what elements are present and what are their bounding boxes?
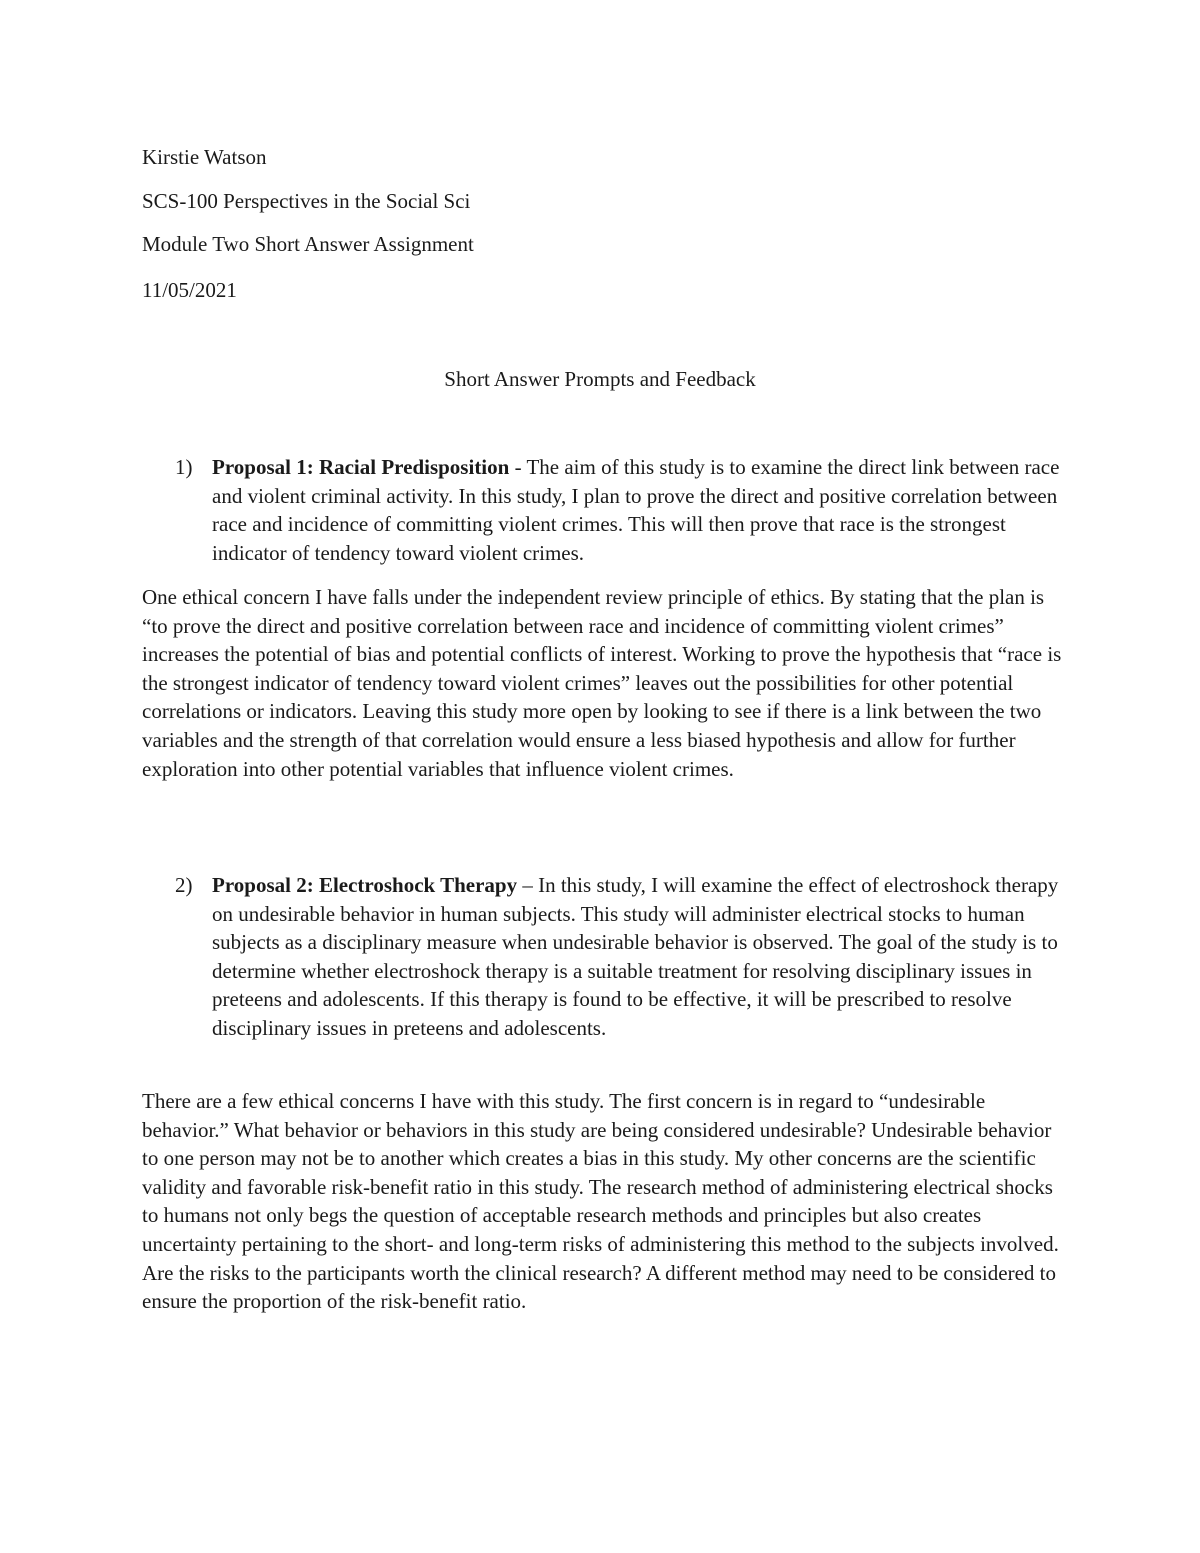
prompt-heading: Proposal 1: Racial Predisposition <box>212 455 510 479</box>
course-name: SCS-100 Perspectives in the Social Sci <box>142 189 471 213</box>
prompt-paragraph <box>212 453 1072 567</box>
response-paragraph <box>142 1087 1072 1316</box>
document-title: Short Answer Prompts and Feedback <box>444 367 756 391</box>
prompt-item <box>175 871 1072 1043</box>
prompt-text: - The aim of this study is to examine the direct link between race and violent criminal activity. In this study, I plan to prove the direct and positive correlation between race and incidence of committing violent crimes. This will then prove that race is the strongest indicator of tendency toward violent crimes. <box>212 455 1060 565</box>
response-text: One ethical concern I have falls under the independent review principle of ethics. By stating that the plan is “to prove the direct and positive correlation between race and incidence of committing violent crimes” increases the potential of bias and potential conflicts of interest. Working to prove the hypothesis that “race is the strongest indicator of tendency toward violent crimes” leaves out the possibilities for other potential correlations or indicators. Leaving this study more open by looking to see if there is a link between the two variables and the strength of that correlation would ensure a less biased hypothesis and allow for further exploration into other potential variables that influence violent crimes. <box>142 585 1062 781</box>
response-paragraph <box>142 583 1072 783</box>
author-name: Kirstie Watson <box>142 145 267 169</box>
prompt-paragraph <box>212 871 1072 1043</box>
prompt-heading: Proposal 2: Electroshock Therapy <box>212 873 518 897</box>
response-text: There are a few ethical concerns I have with this study. The first concern is in regard to “undesirable behavior.” What behavior or behaviors in this study are being considered undesirable? Undesirable behavior to one person may not be to another which creates a bias in this study. My other concerns are the scientific validity and favorable risk-benefit ratio in this study. The research method of administering electrical shocks to humans not only begs the question of acceptable research methods and principles but also creates uncertainty pertaining to the short- and long-term risks of administering this method to the subjects involved. Are the risks to the participants worth the clinical research? A different method may need to be considered to ensure the proportion of the risk-benefit ratio. <box>142 1089 1059 1314</box>
prompt-text: – In this study, I will examine the effect of electroshock therapy on undesirable behavior in human subjects. This study will administer electrical stocks to human subjects as a disciplinary measure when undesirable behavior is observed. The goal of the study is to determine whether electroshock therapy is a suitable treatment for resolving disciplinary issues in preteens and adolescents. If this therapy is found to be effective, it will be prescribed to resolve disciplinary issues in preteens and adolescents. <box>212 873 1059 1040</box>
assignment-date: 11/05/2021 <box>142 278 237 302</box>
prompt-number: 1) <box>175 455 193 479</box>
prompt-item <box>175 453 1072 567</box>
assignment-name: Module Two Short Answer Assignment <box>142 232 474 256</box>
prompt-number: 2) <box>175 873 193 897</box>
